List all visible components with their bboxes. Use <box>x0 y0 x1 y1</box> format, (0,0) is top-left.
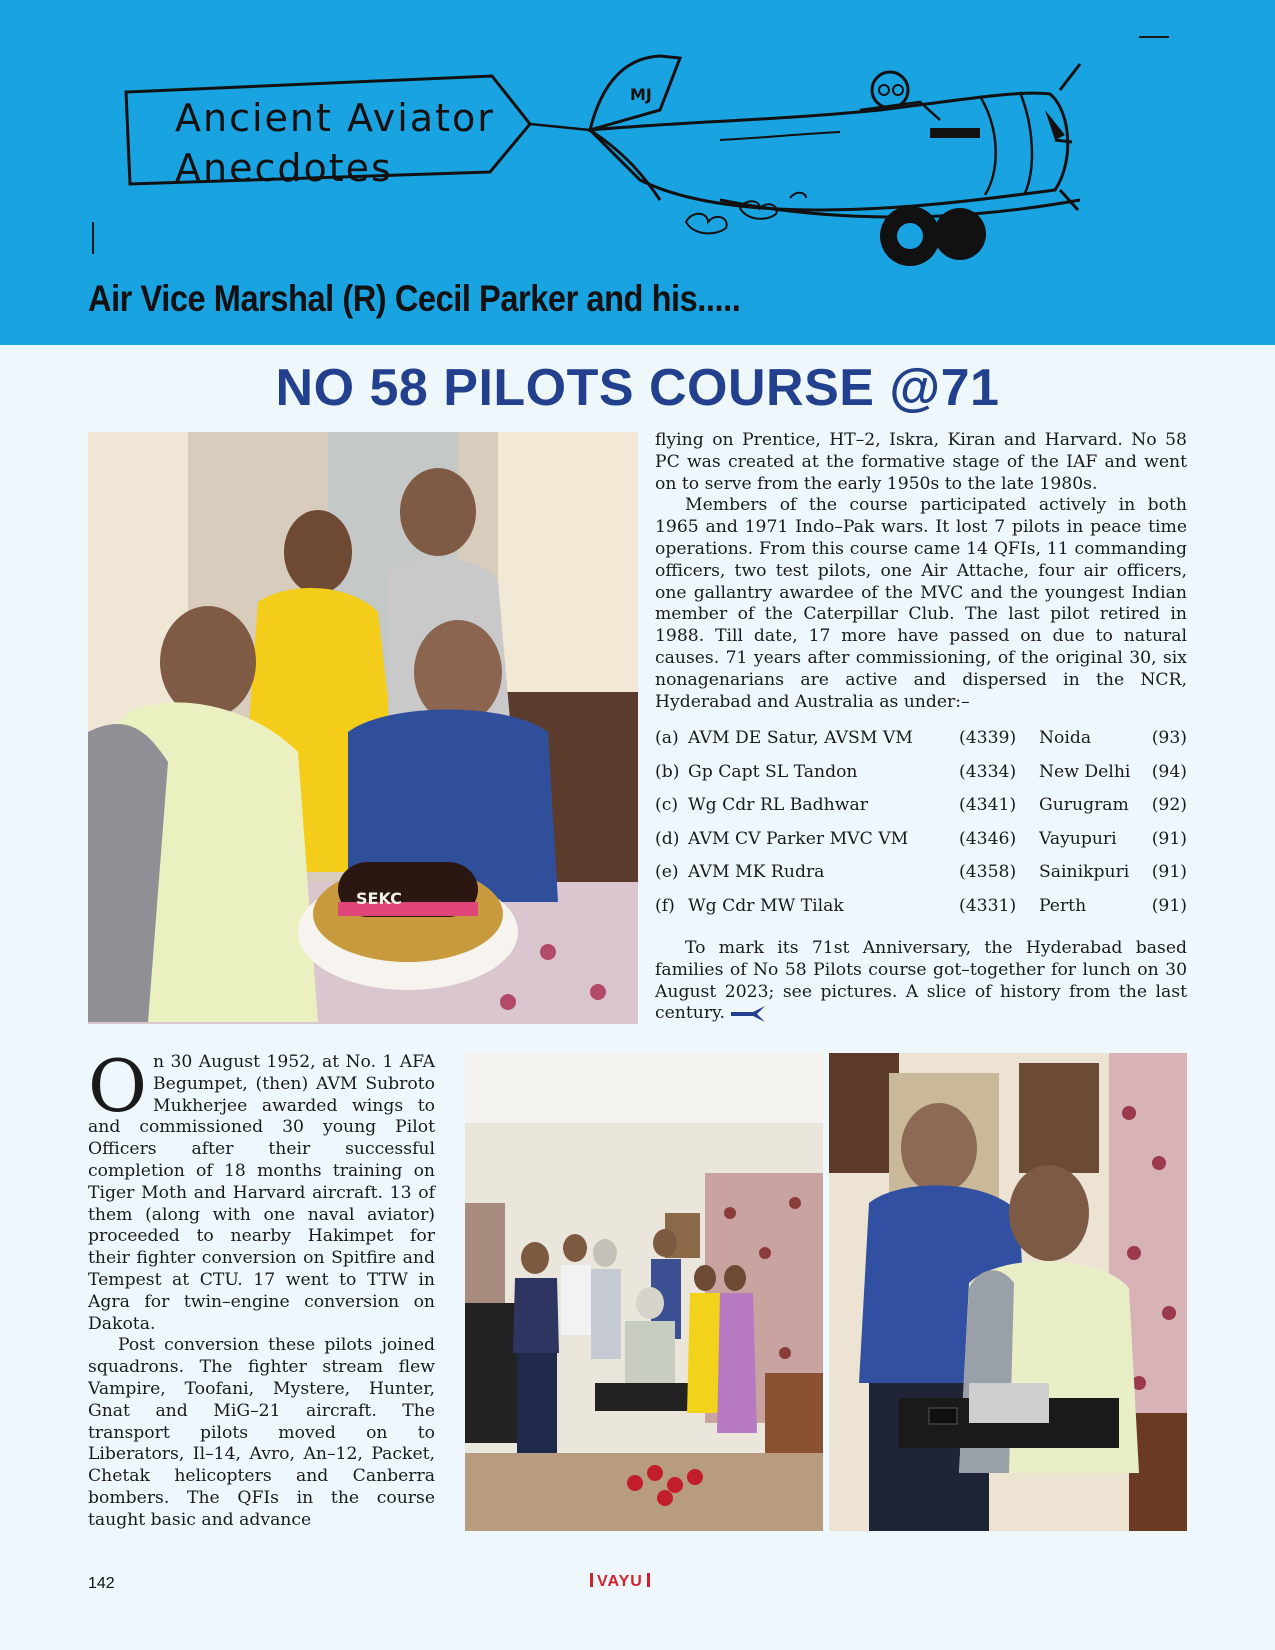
roster-number: (4341) <box>959 795 1017 816</box>
roster-letter: (d) <box>655 828 680 849</box>
logo-text-line-2: Anecdotes <box>175 146 393 190</box>
brand-bar-left <box>590 1573 593 1587</box>
roster-place: Sainikpuri <box>1039 862 1130 883</box>
jet-end-mark-icon <box>731 1004 765 1024</box>
roster-name: Wg Cdr MW Tilak <box>688 895 844 916</box>
right-paragraph-2: Members of the course participated actively in both 1965 and 1971 Indo–Pak wars. It lost 7 pilots in peace time operations. From this course came 14 QFIs, 11 commanding officers, two test pilots, one Air Attache, four air officers, one gallantry awardee of the MVC and the youngest Indian member of the Caterpillar Club. The last pilot retired in 1988. Till date, 17 more have passed on due to natural causes. 71 years after commissioning, of the original 30, six nonagenarians are active and dispersed in the NCR, Hyderabad and Australia as under:– <box>655 495 1187 712</box>
veterans-portrait-photo <box>829 1053 1187 1531</box>
group-photo <box>465 1053 823 1531</box>
header-tick-mark <box>92 222 94 254</box>
article-title: NO 58 PILOTS COURSE @71 <box>275 359 1000 417</box>
roster-name: AVM MK Rudra <box>688 862 825 883</box>
roster-row <box>655 728 1187 762</box>
roster-place: Perth <box>1039 895 1087 916</box>
roster-letter: (e) <box>655 862 679 883</box>
right-paragraph-1: flying on Prentice, HT–2, Iskra, Kiran and Harvard. No 58 PC was created at the formative stage of the IAF and went on to serve from the early 1950s to the late 1980s. <box>655 430 1187 494</box>
roster-name: Wg Cdr RL Badhwar <box>688 795 868 816</box>
magazine-brand <box>586 1573 654 1591</box>
roster-name: Gp Capt SL Tandon <box>688 761 858 782</box>
brand-name: VAYU <box>597 1573 643 1590</box>
author-subtitle: Air Vice Marshal (R) Cecil Parker and his..... <box>88 278 741 319</box>
header-rule <box>1139 36 1169 38</box>
cake-cutting-photo <box>88 432 638 1024</box>
roster-row <box>655 829 1187 863</box>
roster-age: (91) <box>1151 828 1187 849</box>
roster-number: (4331) <box>959 895 1017 916</box>
roster-place: Noida <box>1039 728 1092 748</box>
roster-row <box>655 896 1187 930</box>
roster-row <box>655 762 1187 796</box>
roster-age: (91) <box>1151 862 1187 883</box>
nonagenarian-roster <box>655 728 1187 930</box>
roster-place: Vayupuri <box>1039 828 1117 849</box>
right-column-text <box>655 430 1187 713</box>
roster-letter: (a) <box>655 728 679 748</box>
anniversary-text: To mark its 71st Anniversary, the Hyderabad based families of No 58 Pilots course got–together for lunch on 30 August 2023; see pictures. A slice of history from the last century. <box>655 938 1187 1024</box>
roster-age: (92) <box>1151 795 1187 816</box>
cake-lettering: SEKC <box>356 889 402 908</box>
roster-letter: (b) <box>655 761 680 782</box>
drop-cap: O <box>88 1044 148 1128</box>
roster-name: AVM CV Parker MVC VM <box>688 828 909 849</box>
anniversary-paragraph <box>655 938 1187 1025</box>
left-paragraph-1: n 30 August 1952, at No. 1 AFA Begumpet, (then) AVM Subroto Mukherjee awarded wings to and commissioned 30 young Pilot Officers after their successful completion of 18 months training on Tiger Moth and Harvard aircraft. 13 of them (along with one naval aviator) proceeded to nearby Hakimpet for their fighter conversion on Spitfire and Tempest at CTU. 17 went to TTW in Agra for twin–engine conversion on Dakota. <box>88 1052 435 1334</box>
roster-place: New Delhi <box>1039 761 1131 782</box>
roster-number: (4339) <box>959 728 1017 748</box>
roster-number: (4358) <box>959 862 1017 883</box>
header-banner <box>0 0 1275 345</box>
brand-bar-right <box>647 1573 650 1587</box>
roster-row <box>655 795 1187 829</box>
roster-age: (94) <box>1151 761 1187 782</box>
roster-age: (93) <box>1151 728 1187 748</box>
roster-place: Gurugram <box>1039 795 1129 816</box>
tail-marking-text: MJ <box>630 85 652 104</box>
roster-row <box>655 862 1187 896</box>
roster-name: AVM DE Satur, AVSM VM <box>688 728 913 748</box>
roster-letter: (c) <box>655 795 679 816</box>
roster-number: (4334) <box>959 761 1017 782</box>
left-paragraph-2: Post conversion these pilots joined squadrons. The fighter stream flew Vampire, Toofani, Mystere, Hunter, Gnat and MiG–21 aircraft. The transport pilots moved on to Liberators, Il–14, Avro, An–12, Packet, Chetak helicopters and Canberra bombers. The QFIs in the course taught basic and advance <box>88 1335 435 1530</box>
left-column-text <box>88 1044 435 1532</box>
roster-letter: (f) <box>655 895 675 916</box>
page-number: 142 <box>88 1575 115 1592</box>
roster-age: (91) <box>1151 895 1187 916</box>
roster-number: (4346) <box>959 828 1017 849</box>
logo-text-line-1: Ancient Aviator <box>175 96 495 140</box>
